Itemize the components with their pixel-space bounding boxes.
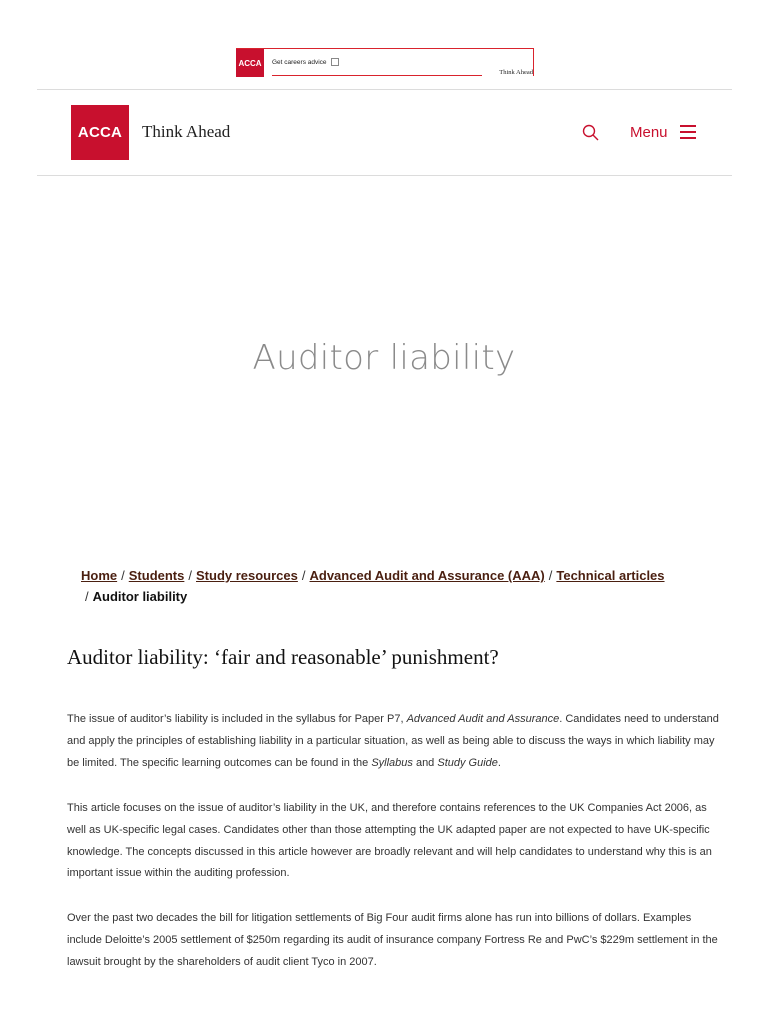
paper-name: Advanced Audit and Assurance <box>406 713 560 725</box>
checkbox-icon <box>331 58 339 66</box>
breadcrumb-link-home[interactable]: Home <box>81 568 118 583</box>
breadcrumb-link-technical-articles[interactable]: Technical articles <box>556 568 665 583</box>
page-title: Auditor liability <box>252 338 516 378</box>
article-paragraph-3: Over the past two decades the bill for litigation settlements of Big Four audit firms alone has run into billions of dollars. Examples include Deloitte’s 2005 settlement of $250m regarding its audit of insurance company Fortress Re and PwC’s $229m settlement in the lawsuit brought by the shareholders of audit client Tyco in 2007. <box>67 912 718 968</box>
search-icon <box>580 122 602 144</box>
ad-banner[interactable] <box>236 48 534 76</box>
breadcrumb-link-study-resources[interactable]: Study resources <box>196 568 298 583</box>
acca-logo[interactable]: ACCA <box>71 105 129 160</box>
menu-button[interactable] <box>630 120 696 144</box>
header-bottom-divider <box>37 175 732 176</box>
breadcrumb-link-students[interactable]: Students <box>128 568 185 583</box>
study-guide-ref: Study Guide <box>437 756 498 769</box>
breadcrumb-separator: / <box>85 589 89 604</box>
breadcrumb-separator: / <box>188 568 192 583</box>
breadcrumb-separator: / <box>301 568 306 583</box>
article-paragraph-1: The issue of auditor’s liability is included in the syllabus for Paper P7, Advanced Audit and Assurance. Candidates need to understand and apply the principles of establishing liability in a particular situation, as well as being able to discuss the ways in which liability may be limited. The specific learning outcomes can be found in the Syllabus and Study Guide. <box>67 713 719 769</box>
search-button[interactable] <box>580 122 602 144</box>
banner-underline <box>272 75 482 76</box>
header-top-divider <box>37 89 732 90</box>
breadcrumb-separator: / <box>121 568 125 583</box>
banner-acca-logo: ACCA <box>236 49 264 77</box>
breadcrumb-current: Auditor liability <box>92 589 188 604</box>
banner-tagline: Think Ahead <box>499 69 533 76</box>
banner-cta[interactable] <box>272 58 339 66</box>
banner-cta-label: Get careers advice <box>272 58 327 66</box>
hamburger-icon <box>680 125 696 139</box>
article-paragraph-2: This article focuses on the issue of auditor’s liability in the UK, and therefore contains references to the UK Companies Act 2006, as well as UK-specific legal cases. Candidates other than those attempting the UK adapted paper are not expected to have UK-specific knowledge. The concepts discussed in this article however are broadly relevant and will help candidates to understand why this is an important issue within the auditing profession. <box>67 802 712 880</box>
site-tagline: Think Ahead <box>142 122 231 141</box>
breadcrumb-link-aaa[interactable]: Advanced Audit and Assurance (AAA) <box>309 568 545 583</box>
breadcrumb-separator: / <box>548 568 553 583</box>
article-title: Auditor liability: ‘fair and reasonable’ punishment? <box>67 645 499 669</box>
menu-label: Menu <box>630 123 668 141</box>
breadcrumb <box>81 565 701 607</box>
syllabus-ref: Syllabus <box>371 756 413 769</box>
